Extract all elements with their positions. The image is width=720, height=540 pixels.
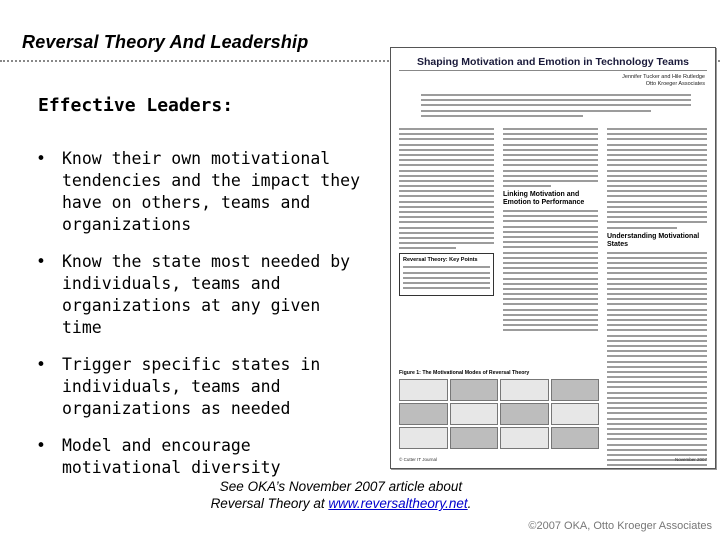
article-affiliation: Otto Kroeger Associates: [645, 81, 705, 87]
bullet-text: Know their own motivational tendencies and the impact they have on others, teams and organizations: [62, 149, 361, 234]
caption-suffix: .: [467, 496, 472, 511]
article-footer-right: November 2007: [674, 457, 707, 462]
caption-prefix: Reversal Theory at: [210, 496, 329, 511]
figure-caption: Figure 1: The Motivational Modes of Reversal Theory: [399, 370, 530, 376]
article-column-3: [607, 128, 707, 469]
bullet-item: [34, 148, 364, 236]
caption-line-1: See OKA’s November 2007 article about: [219, 479, 463, 494]
bullet-icon: •: [36, 149, 46, 168]
copyright-notice: ©2007 OKA, Otto Kroeger Associates: [528, 520, 712, 532]
article-footer: [399, 457, 707, 462]
article-authors: Jennifer Tucker and Hile Rutledge: [622, 74, 705, 80]
key-points-box: [399, 253, 494, 296]
bullet-icon: •: [36, 252, 46, 271]
slide-title: Reversal Theory And Leadership: [22, 32, 309, 52]
figure-grid: [399, 379, 599, 449]
bullet-icon: •: [36, 355, 46, 374]
article-column-2: [503, 128, 598, 335]
article-title: Shaping Motivation and Emotion in Technology Teams: [416, 56, 690, 68]
article-heading-understanding: Understanding Motivational States: [607, 232, 700, 248]
bullet-item: [34, 251, 364, 339]
reversal-theory-link[interactable]: www.reversaltheory.net: [328, 496, 468, 511]
article-thumbnail: [390, 47, 716, 469]
article-heading-linking: Linking Motivation and Emotion to Performance: [503, 191, 585, 207]
bullet-text: Model and encourage motivational diversity: [62, 436, 281, 477]
article-byline: [622, 74, 705, 88]
bullet-list: [34, 148, 364, 494]
article-abstract: [421, 94, 691, 120]
key-points-title: Reversal Theory: Key Points: [403, 257, 478, 264]
slide-subtitle: Effective Leaders:: [38, 95, 234, 116]
bullet-item: [34, 354, 364, 420]
article-figure: [399, 370, 599, 458]
article-column-1: [399, 128, 494, 300]
bullet-icon: •: [36, 436, 46, 455]
caption-line-2: [196, 495, 486, 512]
bullet-text: Know the state most needed by individuals, teams and organizations at any given time: [62, 252, 351, 337]
bullet-item: [34, 435, 364, 479]
article-title-rule: [399, 70, 707, 71]
article-footer-left: © Cutter IT Journal: [399, 457, 437, 462]
bullet-text: Trigger specific states in individuals, teams and organizations as needed: [62, 355, 321, 418]
article-caption: [196, 478, 486, 512]
